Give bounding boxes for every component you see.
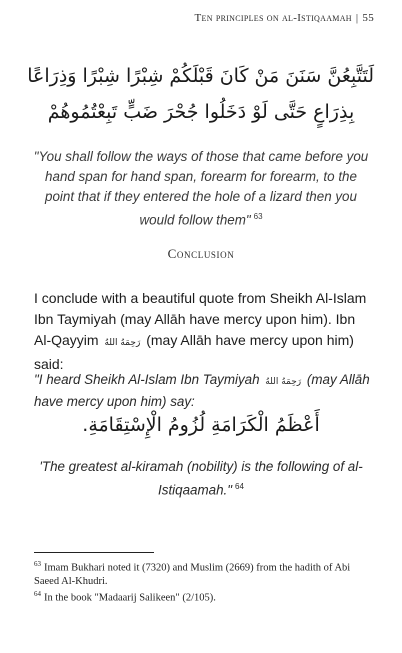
quote-intro [34, 370, 374, 412]
page-number: 55 [362, 12, 374, 24]
conclusion-paragraph [34, 288, 368, 375]
footnote-63 [34, 558, 372, 588]
footnote-text: In the book "Madaarij Salikeen" (2/105). [44, 592, 216, 603]
footnote-number: 63 [34, 560, 41, 568]
honorific-rahimahullah-2: رَحِمَهُ اللهُ [265, 377, 302, 387]
hadith-arabic-line-1: لَتَتَّبِعُنَّ سَنَنَ مَنْ كَانَ قَبْلَكُمْ شِبْرًا شِبْرًا وَذِرَاعًا [27, 65, 374, 87]
footnote-64 [34, 588, 372, 605]
footnote-text: Imam Bukhari noted it (7320) and Muslim (2669) from the hadith of Abi Saeed Al-Khudri. [34, 562, 351, 587]
footnote-divider [34, 552, 154, 553]
honorific-rahimahullah-1: رَحِمَهُ اللهُ [104, 338, 141, 348]
quote-intro-text-b: (may Allāh have mercy upon him) say: [34, 372, 370, 409]
hadith-arabic-line-2: بِذِرَاعٍ حَتَّى لَوْ دَخَلُوا جُحْرَ ضَبٍّ تَبِعْتُمُوهُمْ [47, 101, 355, 123]
footnotes [34, 558, 372, 604]
running-header [194, 12, 374, 24]
running-header-title: Ten principles on al-Istiqaamah [194, 12, 352, 24]
quote-intro-text-a: "I heard Sheikh Al-Islam Ibn Taymiyah [34, 372, 260, 387]
conclusion-text-a: I conclude with a beautiful quote from Sheikh Al-Islam Ibn Taymiyah (may Allāh have mercy upon him). Ibn Al-Qayyim [34, 290, 367, 348]
footnote-ref-63: 63 [253, 212, 263, 221]
hadith-translation-text: "You shall follow the ways of those that came before you hand span for hand span, forearm for forearm, to the point that if they entered the hole of a lizard then you would follow them" [33, 149, 369, 228]
footnote-ref-64: 64 [235, 482, 244, 491]
section-heading: Conclusion [167, 246, 235, 261]
quote-translation [34, 457, 368, 500]
quote-translation-text: 'The greatest al-kiramah (nobility) is the following of al-Istiqaamah." [39, 459, 363, 498]
footnote-number: 64 [34, 589, 41, 598]
conclusion-text-b: (may Allāh have mercy upon him) said: [34, 332, 354, 372]
header-separator: | [355, 12, 359, 24]
hadith-translation [30, 147, 372, 230]
quote-arabic: أَعْظَمُ الْكَرَامَةِ لُزُومُ الْإِسْتِقَامَةِ. [82, 414, 320, 436]
